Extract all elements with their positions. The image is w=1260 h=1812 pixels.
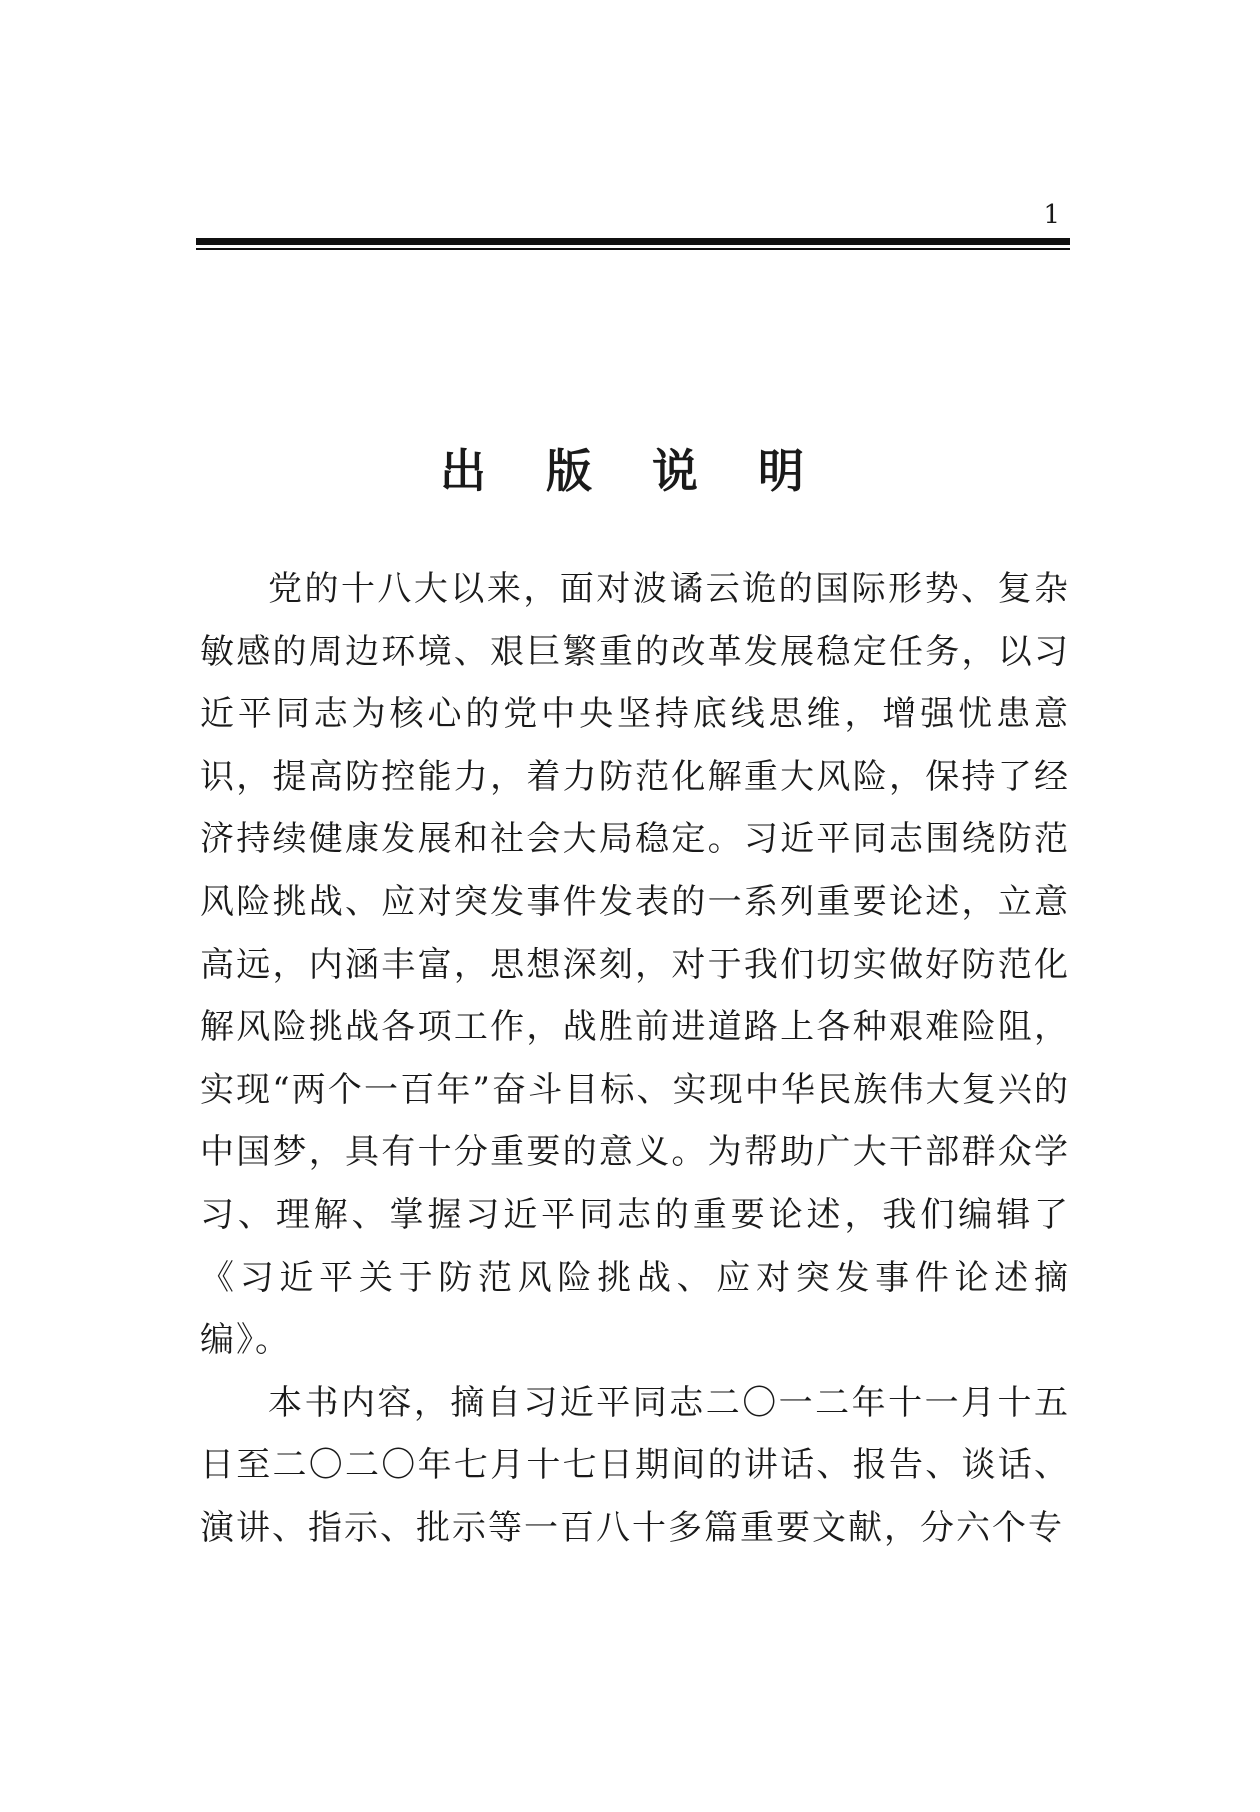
paragraph-2: 本书内容，摘自习近平同志二〇一二年十一月十五日至二〇二〇年七月十七日期间的讲话、报告、谈话、演讲、指示、批示等一百八十多篇重要文献，分六个专 bbox=[200, 1382, 1070, 1548]
header-rule-thick bbox=[196, 238, 1070, 245]
body-text bbox=[200, 558, 1070, 1560]
page-number: 1 bbox=[1043, 200, 1060, 230]
page-title: 出 版 说 明 bbox=[439, 443, 827, 498]
paragraph-1: 党的十八大以来，面对波谲云诡的国际形势、复杂敏感的周边环境、艰巨繁重的改革发展稳定任务，以习近平同志为核心的党中央坚持底线思维，增强忧患意识，提高防控能力，着力防范化解重大风险，保持了经济持续健康发展和社会大局稳定。习近平同志围绕防范风险挑战、应对突发事件发表的一系列重要论述，立意高远，内涵丰富，思想深刻，对于我们切实做好防范化解风险挑战各项工作，战胜前进道路上各种艰难险阻，实现“两个一百年”奋斗目标、实现中华民族伟大复兴的中国梦，具有十分重要的意义。为帮助广大干部群众学习、理解、掌握习近平同志的重要论述，我们编辑了《习近平关于防范风险挑战、应对突发事件论述摘编》。 bbox=[200, 569, 1070, 1361]
header-rule-thin bbox=[196, 248, 1070, 250]
